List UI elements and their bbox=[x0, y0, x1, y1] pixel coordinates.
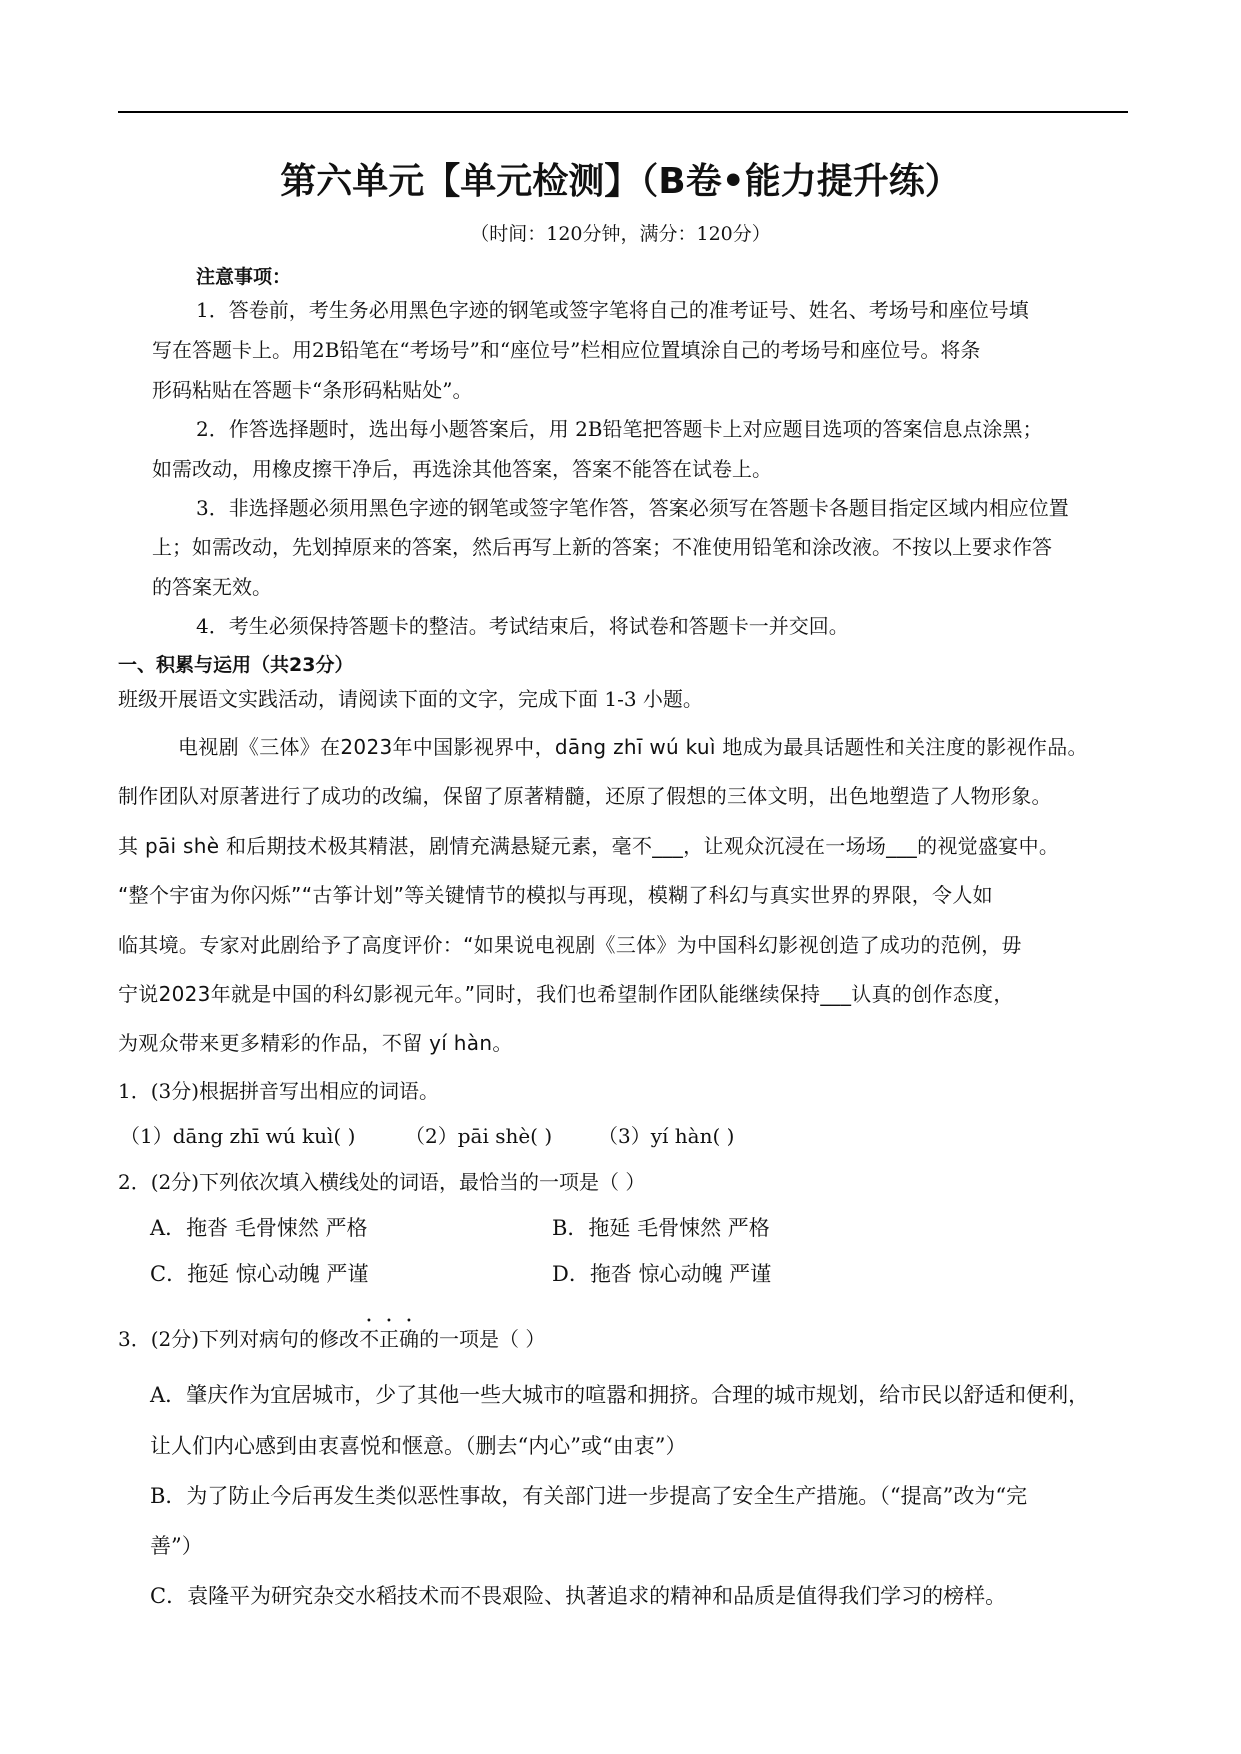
question-3-stem-after: 的一项是（ ） bbox=[419, 1327, 546, 1351]
notice-line: 2．作答选择题时，选出每小题答案后，用 2B铅笔把答题卡上对应题目选项的答案信息点涂黑； bbox=[196, 417, 1043, 441]
notice-line: 1．答卷前，考生务必用黑色字迹的钢笔或签字笔将自己的准考证号、姓名、考场号和座位号填 bbox=[196, 298, 1029, 322]
question-2-stem: 2．(2分)下列依次填入横线处的词语，最恰当的一项是（ ） bbox=[118, 1170, 646, 1194]
notice-line: 的答案无效。 bbox=[152, 575, 272, 599]
notice-line: 写在答题卡上。用2B铅笔在“考场号”和“座位号”栏相应位置填涂自己的考场号和座位号。将条 bbox=[152, 338, 981, 362]
passage-line: 其 pāi shè 和后期技术极其精湛，剧情充满悬疑元素，毫不___，让观众沉浸在一场场___的视觉盛宴中。 bbox=[118, 834, 1060, 858]
question-3-emphasis: 不正确 bbox=[359, 1327, 420, 1351]
question-3-option-line: A．肇庆作为宜居城市，少了其他一些大城市的喧嚣和拥挤。合理的城市规划，给市民以舒适和便利， bbox=[150, 1383, 1090, 1407]
question-2-option-a: A．拖沓 毛骨悚然 严格 bbox=[150, 1216, 368, 1240]
question-2-option-b: B．拖延 毛骨悚然 严格 bbox=[552, 1216, 770, 1240]
question-2-option-d: D．拖沓 惊心动魄 严谨 bbox=[552, 1262, 772, 1286]
question-1-item: （3）yí hàn( ) bbox=[598, 1124, 735, 1148]
notice-heading: 注意事项： bbox=[196, 266, 292, 288]
question-3-option-line: 让人们内心感到由衷喜悦和惬意。（删去“内心”或“由衷”） bbox=[150, 1434, 687, 1458]
passage-line: 电视剧《三体》在2023年中国影视界中，dāng zhī wú kuì 地成为最具话题性和关注度的影视作品。 bbox=[178, 735, 1088, 759]
question-1-stem: 1．(3分)根据拼音写出相应的词语。 bbox=[118, 1079, 440, 1103]
page-subtitle: （时间：120分钟，满分：120分） bbox=[470, 223, 771, 245]
notice-line: 4．考生必须保持答题卡的整洁。考试结束后，将试卷和答题卡一并交回。 bbox=[196, 614, 849, 638]
question-3-option-line: C．袁隆平为研究杂交水稻技术而不畏艰险、执著追求的精神和品质是值得我们学习的榜样。 bbox=[150, 1584, 1007, 1608]
section-intro: 班级开展语文实践活动，请阅读下面的文字，完成下面 1-3 小题。 bbox=[118, 687, 703, 711]
question-2-option-c: C．拖延 惊心动魄 严谨 bbox=[150, 1262, 369, 1286]
question-3-stem-before: 3．(2分)下列对病句的修改 bbox=[118, 1327, 360, 1351]
page-title: 第六单元【单元检测】（B卷•能力提升练） bbox=[280, 161, 961, 202]
notice-line: 上；如需改动，先划掉原来的答案，然后再写上新的答案；不准使用铅笔和涂改液。不按以上要求作答 bbox=[152, 535, 1052, 559]
notice-line: 形码粘贴在答题卡“条形码粘贴处”。 bbox=[152, 378, 473, 402]
notice-line: 如需改动，用橡皮擦干净后，再选涂其他答案，答案不能答在试卷上。 bbox=[152, 457, 772, 481]
passage-line: 宁说2023年就是中国的科幻影视元年。”同时，我们也希望制作团队能继续保持___认真的创作态度， bbox=[118, 982, 1014, 1006]
passage-line: 为观众带来更多精彩的作品，不留 yí hàn。 bbox=[118, 1031, 513, 1055]
question-3-stem bbox=[118, 1316, 545, 1353]
question-1-item: （2）pāi shè( ) bbox=[405, 1124, 553, 1148]
passage-line: “整个宇宙为你闪烁”“古筝计划”等关键情节的模拟与再现，模糊了科幻与真实世界的界限，令人如 bbox=[118, 883, 993, 907]
notice-line: 3．非选择题必须用黑色字迹的钢笔或签字笔作答，答案必须写在答题卡各题目指定区域内相应位置 bbox=[196, 496, 1069, 520]
passage-line: 制作团队对原著进行了成功的改编，保留了原著精髓，还原了假想的三体文明，出色地塑造了人物形象。 bbox=[118, 784, 1052, 808]
header-rule bbox=[118, 111, 1128, 113]
question-3-option-line: B．为了防止今后再发生类似恶性事故，有关部门进一步提高了安全生产措施。（“提高”改为“完 bbox=[150, 1484, 1028, 1508]
section-heading: 一、积累与运用（共23分） bbox=[118, 654, 354, 676]
passage-line: 临其境。专家对此剧给予了高度评价：“如果说电视剧《三体》为中国科幻影视创造了成功的范例，毋 bbox=[118, 933, 1022, 957]
question-3-option-line: 善”） bbox=[150, 1534, 203, 1558]
question-1-item: （1）dāng zhī wú kuì( ) bbox=[120, 1124, 356, 1148]
